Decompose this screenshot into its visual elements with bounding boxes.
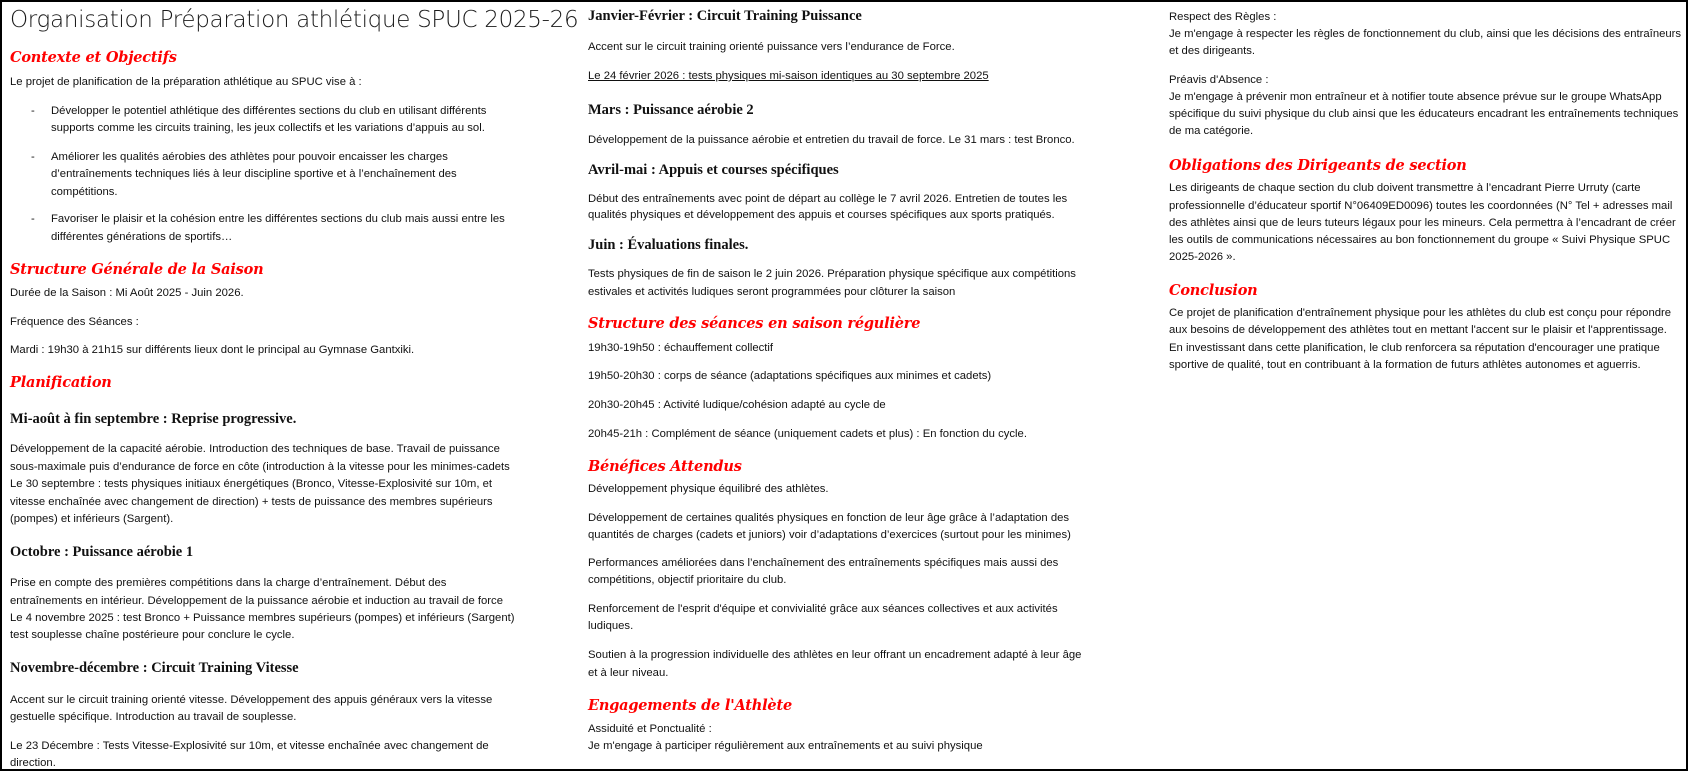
- column-right: [1168, 2, 1688, 769]
- period-text: Le 23 Décembre : Tests Vitesse-Explosivité sur 10m, et vitesse enchaînée avec changement de: [10, 740, 489, 752]
- bullet-1-line-2: supports comme les circuits training, les jeux collectifs et les variations d’appuis au sol.: [51, 122, 485, 134]
- period-title-novembre: Novembre-décembre : Circuit Training Vitesse: [10, 660, 299, 676]
- heading-benefices: Bénéfices Attendus: [588, 458, 742, 475]
- period-title-mars: Mars : Puissance aérobie 2: [588, 102, 754, 118]
- period-title-juin: Juin : Évaluations finales.: [588, 237, 749, 253]
- engagement-text: et des dirigeants.: [1169, 45, 1256, 57]
- benefice-text: Performances améliorées dans l’enchaînement des entraînements spécifiques mais aussi des: [588, 557, 1059, 569]
- period-text: Accent sur le circuit training orienté puissance vers l’endurance de Force.: [588, 41, 955, 53]
- obligations-text: 2025-2026 ».: [1169, 251, 1236, 263]
- seance-item: 19h30-19h50 : échauffement collectif: [588, 342, 774, 354]
- bullet-2-line-3: compétitions.: [51, 186, 118, 198]
- heading-engagements: Engagements de l'Athlète: [588, 697, 792, 714]
- period-text-underlined: Le 24 février 2026 : tests physiques mi-saison identiques au 30 septembre 2025: [588, 70, 989, 82]
- obligations-text: des athlètes ainsi que de leurs tuteurs légaux pour les mineurs. Cela permettra à l’encadrant de créer: [1169, 217, 1676, 229]
- bullet-dash: -: [31, 105, 35, 117]
- heading-structure-generale: Structure Générale de la Saison: [10, 261, 264, 278]
- period-text: Prise en compte des premières compétitions dans la charge d’entraînement. Début des: [10, 577, 447, 589]
- period-text: (pompes) et inférieurs (Sargent).: [10, 513, 174, 525]
- engagement-text: spécifique du suivi physique du club ainsi que les éducateurs encadrant les entraînements techniques: [1169, 108, 1679, 120]
- document-title: Organisation Préparation athlétique SPUC 2025-26: [10, 7, 579, 33]
- benefice-text: Renforcement de l'esprit d'équipe et convivialité grâce aux séances collectives et aux activités: [588, 603, 1058, 615]
- obligations-text: professionnelle d’éducateur sportif N°06409ED0096) toutes les coordonnées (N° Tel + adresses mail: [1169, 200, 1673, 212]
- engagement-text: Je m'engage à prévenir mon entraîneur et à notifier toute absence prévue sur le groupe WhatsApp: [1169, 91, 1662, 103]
- engagement-label: Respect des Règles :: [1169, 11, 1277, 23]
- bullet-3-line-1: Favoriser le plaisir et la cohésion entre les différentes sections du club mais aussi entre les: [51, 213, 505, 225]
- seance-item: 20h45-21h : Complément de séance (uniquement cadets et plus) : En fonction du cycle.: [588, 428, 1027, 440]
- heading-planification: Planification: [10, 374, 112, 391]
- period-text: Développement de la puissance aérobie et entretien du travail de force. Le 31 mars : test Bronco.: [588, 134, 1075, 146]
- seance-item: 20h30-20h45 : Activité ludique/cohésion adapté au cycle de: [588, 399, 886, 411]
- column-middle: [587, 2, 1107, 769]
- period-text: entraînements en intérieur. Développement de la puissance aérobie et induction au travail de force: [10, 595, 503, 607]
- benefice-text: et à leur niveau.: [588, 667, 669, 679]
- obligations-text: les outils de communications nécessaires au bon fonctionnement du groupe « Suivi Physique SPUC: [1169, 234, 1671, 246]
- conclusion-text: aux besoins de développement des athlètes tout en mettant l'accent sur le plaisir et l'apprentissage.: [1169, 324, 1667, 336]
- period-text: Le 30 septembre : tests physiques initiaux énergétiques (Bronco, Vitesse-Explosivité sur 10m, et: [10, 478, 493, 490]
- period-title-reprise: Mi-août à fin septembre : Reprise progressive.: [10, 411, 297, 427]
- conclusion-text: En investissant dans cette planification, le club renforcera sa réputation d'encourager une pratique: [1169, 342, 1660, 354]
- saison-duree: Durée de la Saison : Mi Août 2025 - Juin 2026.: [10, 287, 244, 299]
- heading-structure-seances: Structure des séances en saison régulière: [588, 315, 921, 332]
- saison-frequence: Fréquence des Séances :: [10, 316, 139, 328]
- period-text: direction.: [10, 757, 56, 769]
- benefice-text: Développement de certaines qualités physiques en fonction de leur âge grâce à l’adaptation des: [588, 512, 1070, 524]
- period-title-avril: Avril-mai : Appuis et courses spécifiques: [588, 162, 839, 178]
- engagement-text: Je m'engage à participer régulièrement aux entraînements et au suivi physique: [588, 740, 983, 752]
- period-text: test souplesse chaîne postérieure pour conclure le cycle.: [10, 629, 295, 641]
- bullet-1-line-1: Développer le potentiel athlétique des différentes sections du club en utilisant différents: [51, 105, 487, 117]
- period-text: Développement de la capacité aérobie. Introduction des techniques de base. Travail de puissance: [10, 443, 500, 455]
- bullet-2-line-2: d’entraînements techniques liés à leur discipline sportive et à l’enchaînement des: [51, 168, 457, 180]
- obligations-text: Les dirigeants de chaque section du club doivent transmettre à l’encadrant Pierre Urruty (carte: [1169, 182, 1641, 194]
- engagement-text: de ma catégorie.: [1169, 125, 1254, 137]
- engagement-label: Préavis d'Absence :: [1169, 74, 1269, 86]
- bullet-dash: -: [31, 151, 35, 163]
- saison-mardi: Mardi : 19h30 à 21h15 sur différents lieux dont le principal au Gymnase Gantxiki.: [10, 344, 415, 356]
- engagement-text: Je m'engage à respecter les règles de fonctionnement du club, ainsi que les décisions des entraîneurs: [1169, 28, 1682, 40]
- period-text: estivales et activités ludiques seront programmées pour clôturer la saison: [588, 286, 956, 298]
- heading-conclusion: Conclusion: [1169, 282, 1258, 299]
- benefice-text: compétitions, objectif prioritaire du club.: [588, 574, 787, 586]
- column-left: [9, 2, 579, 769]
- period-text: sous-maximale puis d’endurance de force en côte (introduction à la vitesse pour les minimes-cadets: [10, 461, 510, 473]
- period-title-janvier: Janvier-Février : Circuit Training Puissance: [588, 8, 862, 24]
- period-text: Le 4 novembre 2025 : test Bronco + Puissance membres supérieurs (pompes) et inférieurs (Sargent): [10, 612, 515, 624]
- heading-obligations: Obligations des Dirigeants de section: [1169, 157, 1467, 174]
- benefice-text: Soutien à la progression individuelle des athlètes en leur offrant un encadrement adapté à leur âge: [588, 649, 1082, 661]
- period-text: vitesse enchaînée avec changement de direction) + tests de puissance des membres supérieurs: [10, 496, 493, 508]
- period-text: gestuelle spécifique. Introduction au travail de souplesse.: [10, 711, 297, 723]
- seance-item: 19h50-20h30 : corps de séance (adaptations spécifiques aux minimes et cadets): [588, 370, 992, 382]
- benefice-text: Développement physique équilibré des athlètes.: [588, 483, 829, 495]
- period-text: qualités physiques et développement des appuis et courses spécifiques aux sports pratiqués.: [588, 209, 1055, 221]
- heading-contexte: Contexte et Objectifs: [10, 49, 177, 66]
- bullet-3-line-2: différentes générations de sportifs…: [51, 231, 233, 243]
- conclusion-text: sportive de qualité, tout en contribuant à la formation de futurs athlètes autonomes et aguerris.: [1169, 359, 1641, 371]
- benefice-text: quantités de charges (cadets et juniors) voir d’adaptations d’exercices (surtout pour les minimes): [588, 529, 1071, 541]
- period-text: Début des entraînements avec point de départ au collège le 7 avril 2026. Entretien de toutes les: [588, 193, 1068, 205]
- period-title-octobre: Octobre : Puissance aérobie 1: [10, 544, 194, 560]
- period-text: Accent sur le circuit training orienté vitesse. Développement des appuis généraux vers la vitesse: [10, 694, 493, 706]
- benefice-text: ludiques.: [588, 620, 634, 632]
- engagement-label: Assiduité et Ponctualité :: [588, 723, 712, 735]
- contexte-intro: Le projet de planification de la préparation athlétique au SPUC vise à :: [10, 76, 362, 88]
- bullet-dash: -: [31, 213, 35, 225]
- bullet-2-line-1: Améliorer les qualités aérobies des athlètes pour pouvoir encaisser les charges: [51, 151, 448, 163]
- period-text: Tests physiques de fin de saison le 2 juin 2026. Préparation physique spécifique aux compétitions: [588, 268, 1076, 280]
- conclusion-text: Ce projet de planification d'entraînement physique pour les athlètes du club est conçu pour répondre: [1169, 307, 1672, 319]
